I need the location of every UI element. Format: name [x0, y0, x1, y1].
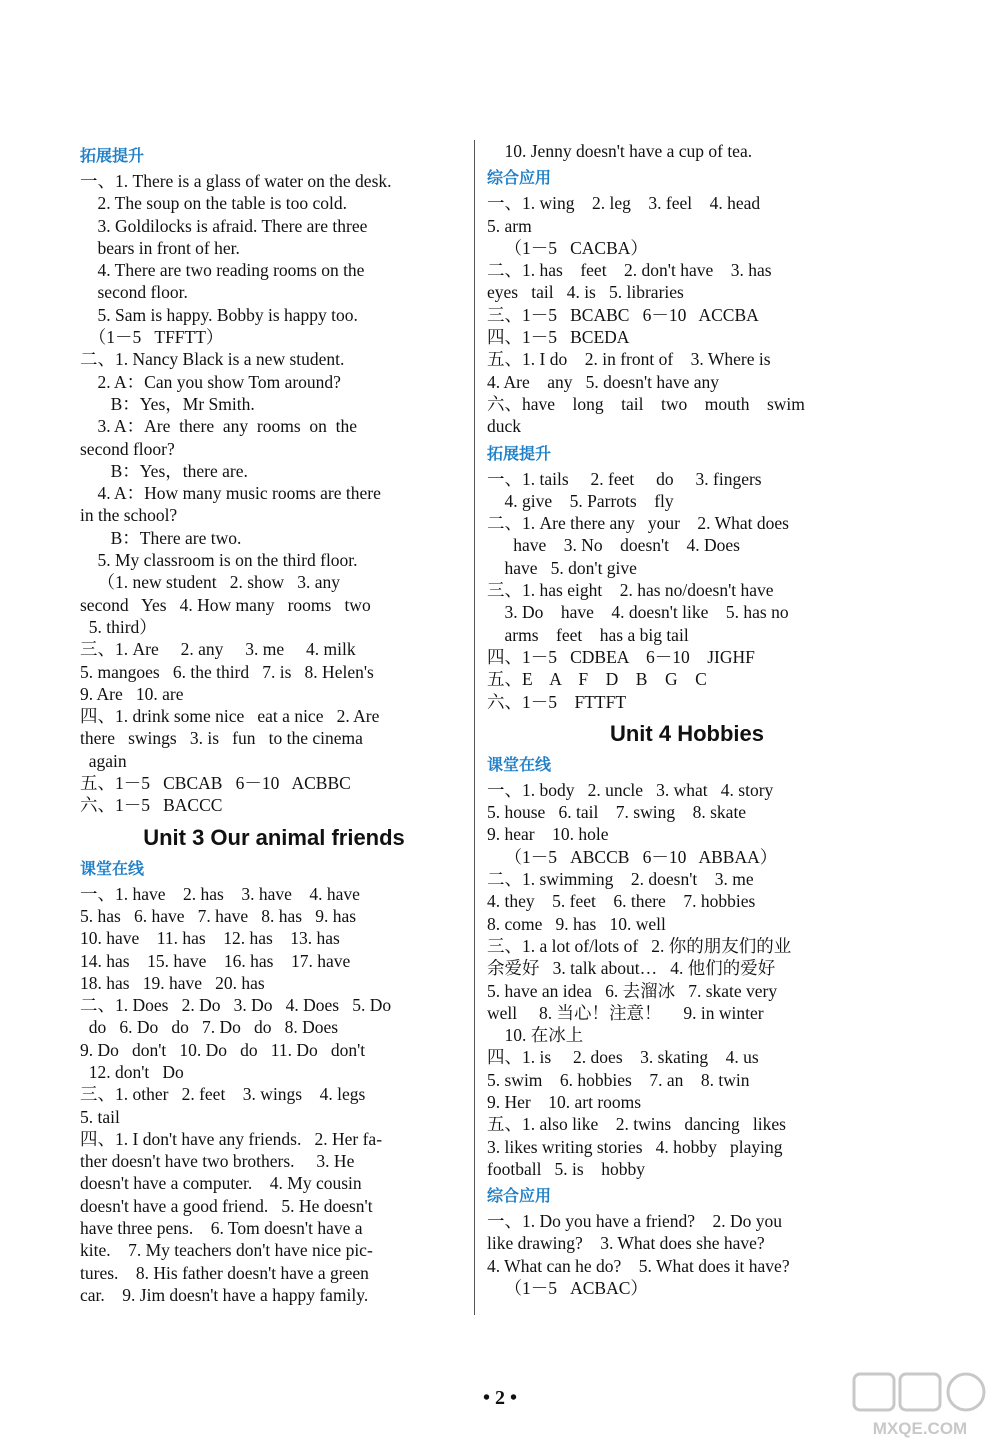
answer-line: 一、1. Do you have a friend? 2. Do you	[487, 1211, 783, 1232]
answer-line: 5. house 6. tail 7. swing 8. skate	[487, 802, 747, 823]
page-number: • 2 •	[482, 1387, 517, 1409]
answer-line: 三、1－5 BCABC 6－10 ACCBA	[487, 304, 759, 325]
left-column	[80, 140, 468, 1306]
answer-line: 5. has 6. have 7. have 8. has 9. has	[80, 905, 357, 926]
answer-line: eyes tail 4. is 5. libraries	[487, 282, 684, 303]
answer-line: 5. tail	[80, 1106, 120, 1127]
answer-line: second floor?	[80, 438, 175, 459]
answer-line: （1－5 ACBAC）	[487, 1278, 648, 1299]
unit-title: Unit 3 Our animal friends	[143, 824, 405, 850]
answer-line: 5. have an idea 6. 去溜冰 7. skate very	[487, 980, 778, 1001]
answer-line: again	[80, 750, 127, 771]
answer-line: 六、1－5 BACCC	[80, 795, 223, 816]
answer-line: 五、E A F D B G C	[487, 669, 707, 690]
answer-line: doesn't have a computer. 4. My cousin	[80, 1173, 362, 1194]
answer-line: 一、1. have 2. has 3. have 4. have	[80, 883, 360, 904]
answer-line: like drawing? 3. What does she have?	[487, 1233, 765, 1254]
section-heading: 拓展提升	[80, 146, 145, 165]
answer-line: 二、1. swimming 2. doesn't 3. me	[487, 869, 754, 890]
answer-line: kite. 7. My teachers don't have nice pic-	[80, 1240, 373, 1261]
answer-line: 4. they 5. feet 6. there 7. hobbies	[487, 891, 756, 912]
answer-line: have 5. don't give	[487, 557, 637, 578]
answer-line: football 5. is hobby	[487, 1158, 645, 1179]
answer-line: 二、1. Nancy Black is a new student.	[80, 349, 345, 370]
answer-line: 四、1－5 CDBEA 6－10 JIGHF	[487, 646, 755, 667]
answer-line: 10. Jenny doesn't have a cup of tea.	[487, 141, 753, 161]
answer-line: 四、1. is 2. does 3. skating 4. us	[487, 1047, 759, 1068]
answer-line: 10. have 11. has 12. has 13. has	[80, 928, 340, 949]
answer-line: 六、have long tail two mouth swim	[487, 393, 805, 414]
answer-line: 二、1. has feet 2. don't have 3. has	[487, 260, 772, 281]
answer-line: 5. third）	[80, 616, 157, 637]
answer-line: 9. Do don't 10. Do do 11. Do don't	[80, 1039, 366, 1060]
answer-line: 3. likes writing stories 4. hobby playing	[487, 1136, 783, 1157]
answer-line: 4. Are any 5. doesn't have any	[487, 371, 720, 392]
column-divider	[474, 140, 475, 1315]
answer-line: 8. come 9. has 10. well	[487, 913, 666, 934]
answer-line: 3. Goldilocks is afraid. There are three	[80, 215, 368, 236]
answer-line: （1－5 ABCCB 6－10 ABBAA）	[487, 846, 778, 867]
answer-line: ther doesn't have two brothers. 3. He	[80, 1151, 355, 1172]
unit-title: Unit 4 Hobbies	[609, 720, 764, 746]
answer-line: 4. There are two reading rooms on the	[80, 260, 365, 281]
watermark-logo	[850, 1370, 990, 1442]
answer-line: car. 9. Jim doesn't have a happy family.	[80, 1284, 369, 1305]
answer-line: 一、1. body 2. uncle 3. what 4. story	[487, 779, 774, 800]
answer-line: 一、1. tails 2. feet do 3. fingers	[487, 468, 762, 489]
section-heading: 拓展提升	[487, 443, 552, 463]
answer-line: 4. give 5. Parrots fly	[487, 490, 674, 511]
answer-line: 12. don't Do	[80, 1061, 184, 1082]
answer-line: 14. has 15. have 16. has 17. have	[80, 950, 351, 971]
section-heading: 课堂在线	[80, 858, 145, 878]
answer-line: 三、1. has eight 2. has no/doesn't have	[487, 580, 774, 601]
answer-line: have three pens. 6. Tom doesn't have a	[80, 1218, 363, 1239]
answer-line: arms feet has a big tail	[487, 624, 689, 645]
answer-line: 18. has 19. have 20. has	[80, 972, 265, 993]
answer-line: in the school?	[80, 505, 178, 526]
answer-line: 余爱好 3. talk about… 4. 他们的爱好	[487, 958, 776, 979]
answer-line: 三、1. Are 2. any 3. me 4. milk	[80, 639, 356, 660]
section-heading: 综合应用	[487, 1186, 552, 1206]
answer-line: 5. arm	[487, 215, 532, 236]
answer-line: do 6. Do do 7. Do do 8. Does	[80, 1017, 339, 1038]
answer-line: have 3. No doesn't 4. Does	[487, 535, 740, 556]
answer-line: B：Yes，there are.	[80, 460, 248, 481]
answer-line: duck	[487, 416, 522, 437]
answer-line: 四、1. drink some nice eat a nice 2. Are	[80, 706, 380, 727]
section-heading: 综合应用	[487, 168, 552, 188]
answer-line: 一、1. There is a glass of water on the desk.	[80, 171, 392, 191]
answer-line: 5. swim 6. hobbies 7. an 8. twin	[487, 1069, 750, 1090]
answer-line: 三、1. a lot of/lots of 2. 你的朋友们的业	[487, 935, 792, 956]
answer-line: （1－5 CACBA）	[487, 237, 648, 258]
section-heading: 课堂在线	[487, 754, 552, 774]
answer-line: second Yes 4. How many rooms two	[80, 594, 371, 615]
answer-line: （1. new student 2. show 3. any	[80, 572, 341, 593]
answer-line: there swings 3. is fun to the cinema	[80, 728, 363, 749]
answer-line: 9. Her 10. art rooms	[487, 1091, 642, 1112]
answer-line: B：Yes，Mr Smith.	[80, 393, 255, 414]
answer-line: 9. hear 10. hole	[487, 824, 609, 845]
answer-line: 五、1. also like 2. twins dancing likes	[487, 1114, 786, 1135]
answer-line: 四、1－5 BCEDA	[487, 327, 630, 348]
answer-line: 4. What can he do? 5. What does it have?	[487, 1255, 790, 1276]
right-column	[487, 140, 887, 1299]
answer-line: 六、1－5 FTTFT	[487, 691, 627, 712]
answer-line: 3. Do have 4. doesn't like 5. has no	[487, 602, 789, 623]
answer-line: 五、1－5 CBCAB 6－10 ACBBC	[80, 773, 351, 794]
answer-line: 4. A：How many music rooms are there	[80, 483, 381, 504]
answer-line: 5. mangoes 6. the third 7. is 8. Helen's	[80, 661, 374, 682]
answer-line: 五、1. I do 2. in front of 3. Where is	[487, 349, 771, 370]
answer-line: 3. A：Are there any rooms on the	[80, 416, 358, 437]
answer-line: 二、1. Are there any your 2. What does	[487, 513, 789, 534]
answer-line: doesn't have a good friend. 5. He doesn't	[80, 1195, 373, 1216]
answer-line: bears in front of her.	[80, 237, 240, 258]
answer-line: 10. 在冰上	[487, 1025, 584, 1046]
answer-line: 2. The soup on the table is too cold.	[80, 193, 348, 214]
answer-line: 一、1. wing 2. leg 3. feel 4. head	[487, 193, 761, 214]
answer-line: 二、1. Does 2. Do 3. Do 4. Does 5. Do	[80, 995, 392, 1016]
answer-line: tures. 8. His father doesn't have a green	[80, 1262, 369, 1283]
watermark-url: MXQE.COM	[872, 1419, 968, 1438]
answer-line: 四、1. I don't have any friends. 2. Her fa-	[80, 1128, 383, 1149]
answer-line: 2. A：Can you show Tom around?	[80, 371, 341, 392]
answer-line: 三、1. other 2. feet 3. wings 4. legs	[80, 1084, 366, 1105]
answer-line: B：There are two.	[80, 527, 242, 548]
answer-line: 9. Are 10. are	[80, 683, 184, 704]
answer-line: well 8. 当心！注意！ 9. in winter	[487, 1002, 764, 1023]
answer-line: （1－5 TFFTT）	[80, 327, 224, 348]
answer-line: second floor.	[80, 282, 188, 303]
answer-line: 5. My classroom is on the third floor.	[80, 550, 358, 571]
answer-line: 5. Sam is happy. Bobby is happy too.	[80, 304, 358, 325]
